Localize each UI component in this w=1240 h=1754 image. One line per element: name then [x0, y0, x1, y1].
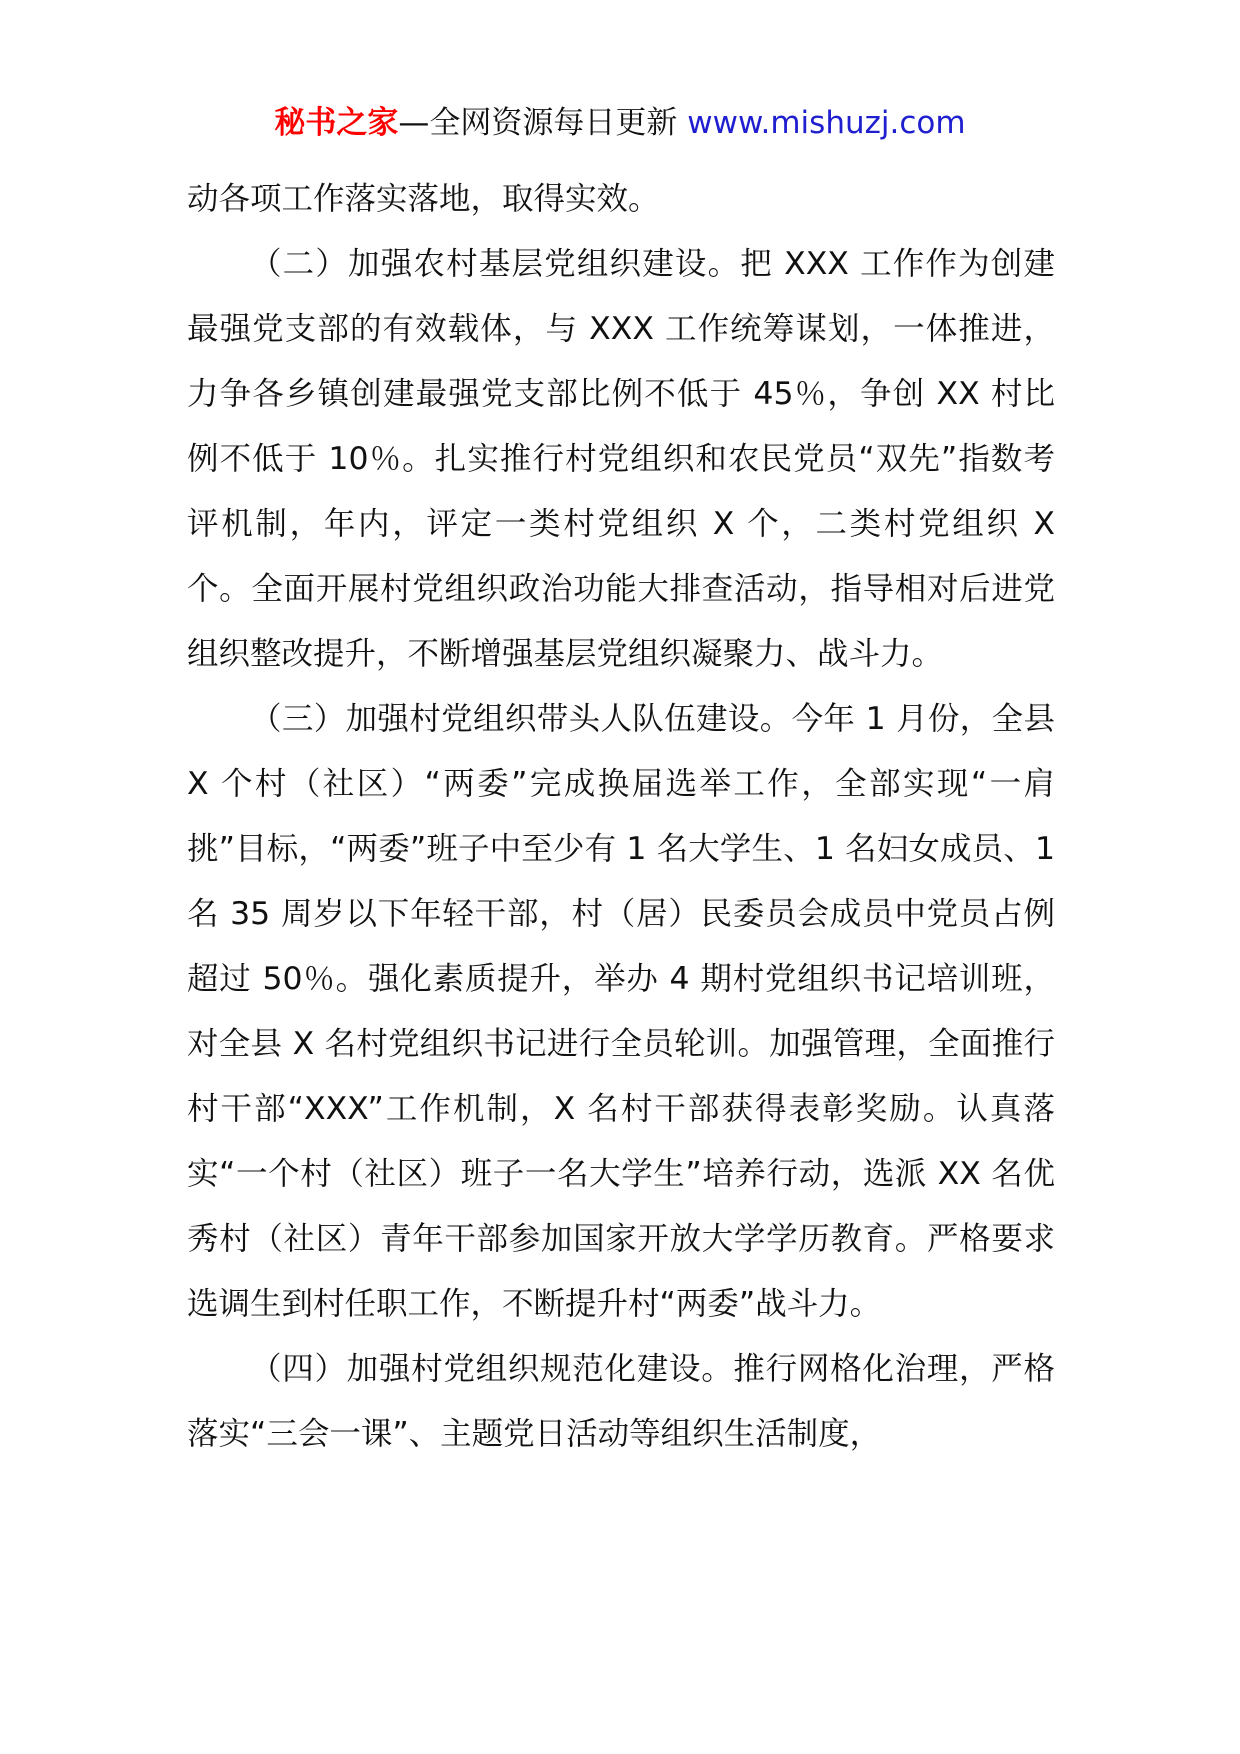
paragraph-continuation: 动各项工作落实落地，取得实效。: [187, 181, 660, 217]
document-body: [187, 167, 1055, 1467]
site-url-link[interactable]: www.mishuzj.com: [687, 105, 966, 141]
paragraph-section-4: （四）加强村党组织规范化建设。推行网格化治理，严格落实“三会一课”、主题党日活动等组织生活制度，: [187, 1351, 1055, 1452]
page-header: [0, 101, 1240, 145]
paragraph-section-3: （三）加强村党组织带头人队伍建设。今年 1 月份，全县 X 个村（社区）“两委”完成换届选举工作，全部实现“一肩挑”目标，“两委”班子中至少有 1 名大学生、1 名妇女成员、1 名 35 周岁以下年轻干部，村（居）民委员会成员中党员占例超过 50％。强化素质提升，举办 4 期村党组织书记培训班，对全县 X 名村党组织书记进行全员轮训。加强管理，全面推行村干部“XXX”工作机制，X 名村干部获得表彰奖励。认真落实“一个村（社区）班子一名大学生”培养行动，选派 XX 名优秀村（社区）青年干部参加国家开放大学学历教育。严格要求选调生到村任职工作，不断提升村“两委”战斗力。: [187, 701, 1055, 1322]
site-brand: 秘书之家: [274, 105, 399, 141]
site-slogan: —全网资源每日更新: [398, 105, 678, 141]
paragraph-section-2: （二）加强农村基层党组织建设。把 XXX 工作作为创建最强党支部的有效载体，与 XXX 工作统筹谋划，一体推进，力争各乡镇创建最强党支部比例不低于 45％，争创 XX 村比例不低于 10％。扎实推行村党组织和农民党员“双先”指数考评机制，年内，评定一类村党组织 X 个，二类村党组织 X 个。全面开展村党组织政治功能大排查活动，指导相对后进党组织整改提升，不断增强基层党组织凝聚力、战斗力。: [187, 246, 1055, 672]
